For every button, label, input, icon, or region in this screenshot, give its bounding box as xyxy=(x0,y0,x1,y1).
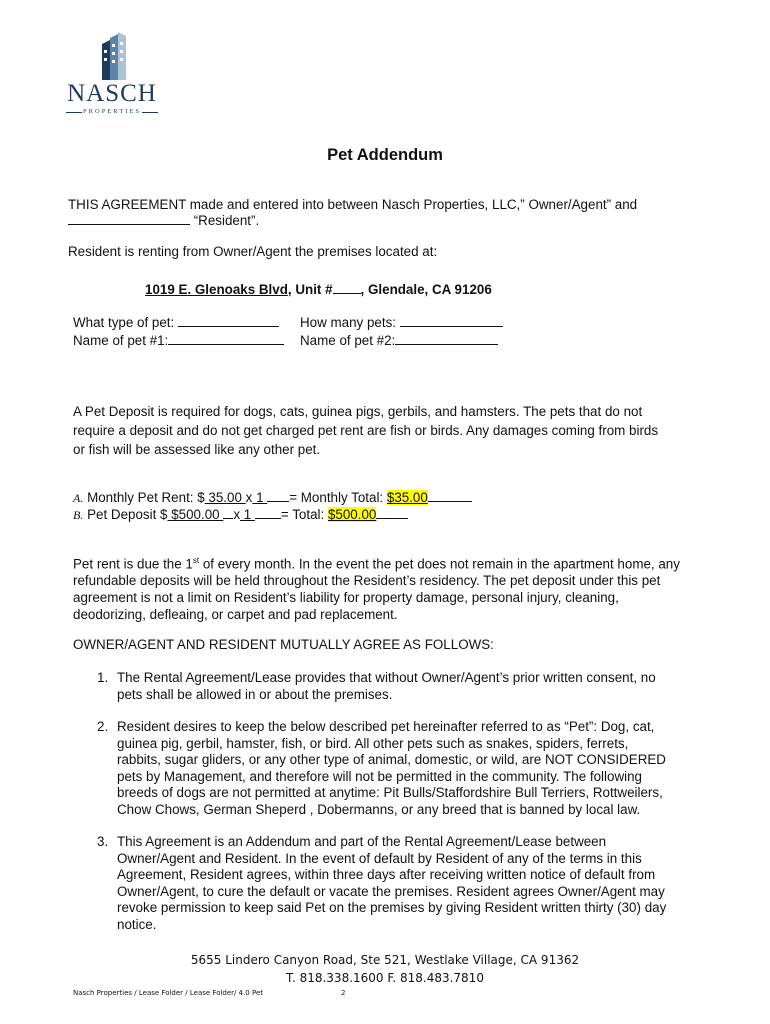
term-line: Owner/Agent and Resident. In the event of default by Resident of any of the terms in this xyxy=(117,850,642,866)
term-line: This Agreement is an Addendum and part of the Rental Agreement/Lease between xyxy=(117,834,607,849)
pet-deposit-row xyxy=(73,507,408,523)
deposit-total-blank xyxy=(376,518,408,519)
building-logo-icon xyxy=(60,28,164,80)
rent-line-1-sup: st xyxy=(192,556,200,565)
monthly-total-blank xyxy=(428,501,472,502)
pet-count-field[interactable] xyxy=(400,326,503,327)
renting-line: Resident is renting from Owner/Agent the premises located at: xyxy=(68,244,438,259)
term-line: revoke permission to keep said Pet on the premises by giving Resident written thirty (30) day xyxy=(117,900,667,916)
pet-type-row xyxy=(73,315,279,330)
pet-name1-field[interactable] xyxy=(168,344,284,345)
item-a-marker: A. xyxy=(73,491,84,505)
term-item-3 xyxy=(97,834,697,934)
term-line: Agreement, Resident agrees, within three days after receiving written notice of default from xyxy=(117,867,656,883)
monthly-rent-qty[interactable]: 1 xyxy=(252,490,268,505)
pet-deposit-amount[interactable]: $500.00 xyxy=(167,507,224,522)
rent-line-3: agreement is not a limit on Resident’s liability for property damage, personal injury, cleaning, xyxy=(73,590,619,605)
pet-name2-row xyxy=(300,333,498,348)
pet-deposit-label: Pet Deposit $ xyxy=(87,507,168,522)
company-logo xyxy=(60,28,164,120)
pet-name2-label: Name of pet #2: xyxy=(300,333,396,348)
rent-line-1-b: of every month. In the event the pet does not remain in the apartment home, any xyxy=(199,556,680,572)
deposit-line-3: or fish will be assessed like any other pet. xyxy=(73,442,321,457)
footer-file-path: Nasch Properties / Lease Folder / Lease Folder/ 4.0 Pet xyxy=(73,989,264,997)
term-line: pets by Management, and therefore will not be permitted in the community. The following xyxy=(117,768,642,784)
pet-count-label: How many pets: xyxy=(300,315,400,330)
unit-number-field[interactable] xyxy=(333,293,361,294)
monthly-total-value[interactable]: $35.00 xyxy=(386,490,428,505)
intro-line-2-text: “Resident”. xyxy=(190,213,260,228)
pet-deposit-qty[interactable]: 1 xyxy=(240,507,255,522)
deposit-line-1: A Pet Deposit is required for dogs, cats, guinea pigs, gerbils, and hamsters. The pets that do not xyxy=(73,404,643,419)
pet-deposit-x: x xyxy=(233,507,241,522)
intro-line-2 xyxy=(68,213,259,228)
logo-rule-right xyxy=(142,112,158,113)
page-number: 2 xyxy=(341,989,346,997)
pet-deposit-blank xyxy=(223,518,233,519)
pet-name1-row xyxy=(73,333,284,348)
monthly-rent-amount[interactable]: 35.00 xyxy=(204,490,246,505)
pet-deposit-qty-blank xyxy=(255,518,281,519)
premises-address xyxy=(145,282,492,297)
pet-count-row xyxy=(300,315,503,330)
term-line: The Rental Agreement/Lease provides that without Owner/Agent’s prior written consent, no xyxy=(117,670,656,685)
term-line: Chow Chows, German Sheperd , Dobermanns, or any breed that is banned by local law. xyxy=(117,801,641,817)
pet-name2-field[interactable] xyxy=(395,344,498,345)
term-number: 1. xyxy=(97,670,109,685)
term-line: rabbits, sugar gliders, or any other type of animal, domestic, or wild, are NOT CONSIDERED xyxy=(117,752,666,768)
monthly-rent-label: Monthly Pet Rent: $ xyxy=(87,490,205,505)
monthly-rent-row xyxy=(73,490,472,506)
term-line: guinea pig, gerbil, hamster, fish, or bird. All other pets such as snakes, spiders, ferrets, xyxy=(117,735,629,751)
address-unit-label: , Unit # xyxy=(287,282,333,297)
term-item-2 xyxy=(97,719,697,819)
item-b-marker: B. xyxy=(73,508,84,522)
logo-subtitle: PROPERTIES xyxy=(83,108,141,115)
deposit-total-label: = Total: xyxy=(280,507,328,522)
rent-line-2: refundable deposits will be held throughout the Resident’s residency. The pet deposit under this pet xyxy=(73,573,661,588)
footer-phones: T. 818.338.1600 F. 818.483.7810 xyxy=(286,971,484,985)
footer-address: 5655 Lindero Canyon Road, Ste 521, Westlake Village, CA 91362 xyxy=(190,953,580,967)
pet-type-field[interactable] xyxy=(178,326,279,327)
term-line: Owner/Agent, to cure the default or vacate the premises. Resident agrees Owner/Agent may xyxy=(117,883,665,899)
monthly-rent-x: x xyxy=(245,490,253,505)
monthly-total-label: = Monthly Total: xyxy=(289,490,387,505)
resident-name-field[interactable] xyxy=(68,224,190,225)
logo-wordmark: NASCH xyxy=(67,80,157,107)
term-number: 3. xyxy=(97,834,109,849)
address-city: , Glendale, CA 91206 xyxy=(360,282,492,297)
term-line: notice. xyxy=(117,916,157,932)
monthly-rent-qty-blank xyxy=(267,501,289,502)
pet-name1-label: Name of pet #1: xyxy=(73,333,169,348)
deposit-total-value[interactable]: $500.00 xyxy=(327,507,377,522)
term-line: pets shall be allowed in or about the premises. xyxy=(117,686,393,702)
term-line: breeds of dogs are not permitted at anytime: Pit Bulls/Staffordshire Bull Terriers, Rottweilers, xyxy=(117,785,663,801)
term-number: 2. xyxy=(97,719,109,734)
term-item-1 xyxy=(97,670,697,703)
deposit-line-2: require a deposit and do not get charged pet rent are fish or birds. Any damages coming from birds xyxy=(73,423,659,438)
pet-type-label: What type of pet: xyxy=(73,315,178,330)
rent-line-1-a: Pet rent is due the 1 xyxy=(73,556,193,572)
agree-heading: OWNER/AGENT AND RESIDENT MUTUALLY AGREE AS FOLLOWS: xyxy=(73,637,494,652)
term-line: Resident desires to keep the below described pet hereinafter referred to as “Pet”: Dog, cat, xyxy=(117,719,655,734)
document-title: Pet Addendum xyxy=(327,146,443,164)
intro-line-1: THIS AGREEMENT made and entered into between Nasch Properties, LLC,” Owner/Agent” and xyxy=(68,197,638,212)
address-street: 1019 E. Glenoaks Blvd xyxy=(145,282,288,297)
rent-line-1 xyxy=(73,556,680,571)
rent-line-4: deodorizing, defleaing, or carpet and pad replacement. xyxy=(73,607,398,622)
